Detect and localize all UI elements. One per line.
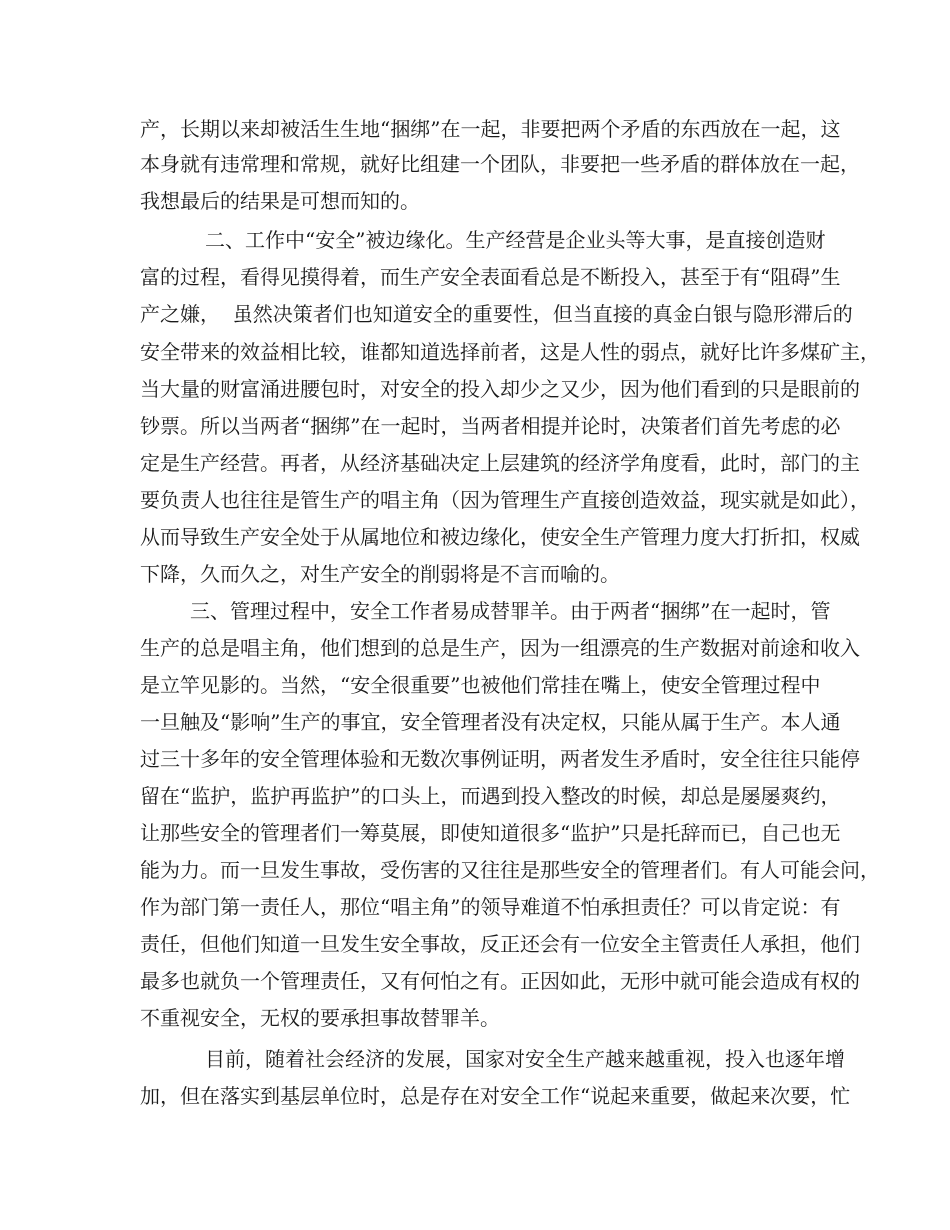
text-line: 生产的总是唱主角，他们想到的总是生产，因为一组漂亮的生产数据对前途和收入	[140, 636, 860, 660]
text-line: 能为力。而一旦发生事故，受伤害的又往往是那些安全的管理者们。有人可能会问，	[140, 858, 880, 882]
text-line: 要负责人也往往是管生产的唱主角（因为管理生产直接创造效益，现实就是如此），	[140, 488, 870, 512]
text-line: 安全带来的效益相比较，谁都知道选择前者，这是人性的弱点，就好比许多煤矿主，	[140, 340, 880, 364]
text-line: 加，但在落实到基层单位时，总是存在对安全工作“说起来重要，做起来次要，忙	[140, 1084, 851, 1108]
text-line: 产，长期以来却被活生生地“捆绑”在一起，非要把两个矛盾的东西放在一起，这	[140, 117, 841, 141]
text-line: 当大量的财富涌进腰包时，对安全的投入却少之又少，因为他们看到的只是眼前的	[140, 377, 860, 401]
text-line: 目前，随着社会经济的发展，国家对安全生产越来越重视，投入也逐年增	[205, 1047, 845, 1071]
text-line: 是立竿见影的。当然，“安全很重要”也被他们常挂在嘴上，使安全管理过程中	[140, 673, 821, 697]
text-line: 过三十多年的安全管理体验和无数次事例证明，两者发生矛盾时，安全往往只能停	[140, 747, 860, 771]
text-line: 一旦触及“影响”生产的事宜，安全管理者没有决定权，只能从属于生产。本人通	[140, 710, 841, 734]
text-line: 从而导致生产安全处于从属地位和被边缘化，使安全生产管理力度大打折扣，权威	[140, 525, 860, 549]
text-line: 钞票。所以当两者“捆绑”在一起时，当两者相提并论时，决策者们首先考虑的必	[140, 414, 841, 438]
text-line: 二、工作中“安全”被边缘化。生产经营是企业头等大事，是直接创造财	[205, 228, 826, 252]
text-line: 责任，但他们知道一旦发生安全事故，反正还会有一位安全主管责任人承担，他们	[140, 932, 860, 956]
text-line: 三、管理过程中，安全工作者易成替罪羊。由于两者“捆绑”在一起时，管	[190, 599, 831, 623]
text-line: 下降，久而久之，对生产安全的削弱将是不言而喻的。	[140, 562, 620, 586]
text-line: 最多也就负一个管理责任，又有何怕之有。正因如此，无形中就可能会造成有权的	[140, 969, 860, 993]
text-line: 本身就有违常理和常规，就好比组建一个团队，非要把一些矛盾的群体放在一起，	[140, 152, 860, 176]
text-line: 让那些安全的管理者们一筹莫展，即使知道很多“监护”只是托辞而已，自己也无	[140, 821, 841, 845]
text-line: 作为部门第一责任人，那位“唱主角”的领导难道不怕承担责任？可以肯定说：有	[140, 895, 841, 919]
text-line: 定是生产经营。再者，从经济基础决定上层建筑的经济学角度看，此时，部门的主	[140, 451, 860, 475]
text-line: 富的过程，看得见摸得着，而生产安全表面看总是不断投入，甚至于有“阻碍”生	[140, 265, 841, 289]
text-line: 不重视安全，无权的要承担事故替罪羊。	[140, 1006, 500, 1030]
text-line: 产之嫌， 虽然决策者们也知道安全的重要性，但当直接的真金白银与隐形滞后的	[140, 302, 853, 326]
text-line: 留在“监护，监护再监护”的口头上，而遇到投入整改的时候，却总是屡屡爽约，	[140, 784, 841, 808]
text-line: 我想最后的结果是可想而知的。	[140, 189, 420, 213]
